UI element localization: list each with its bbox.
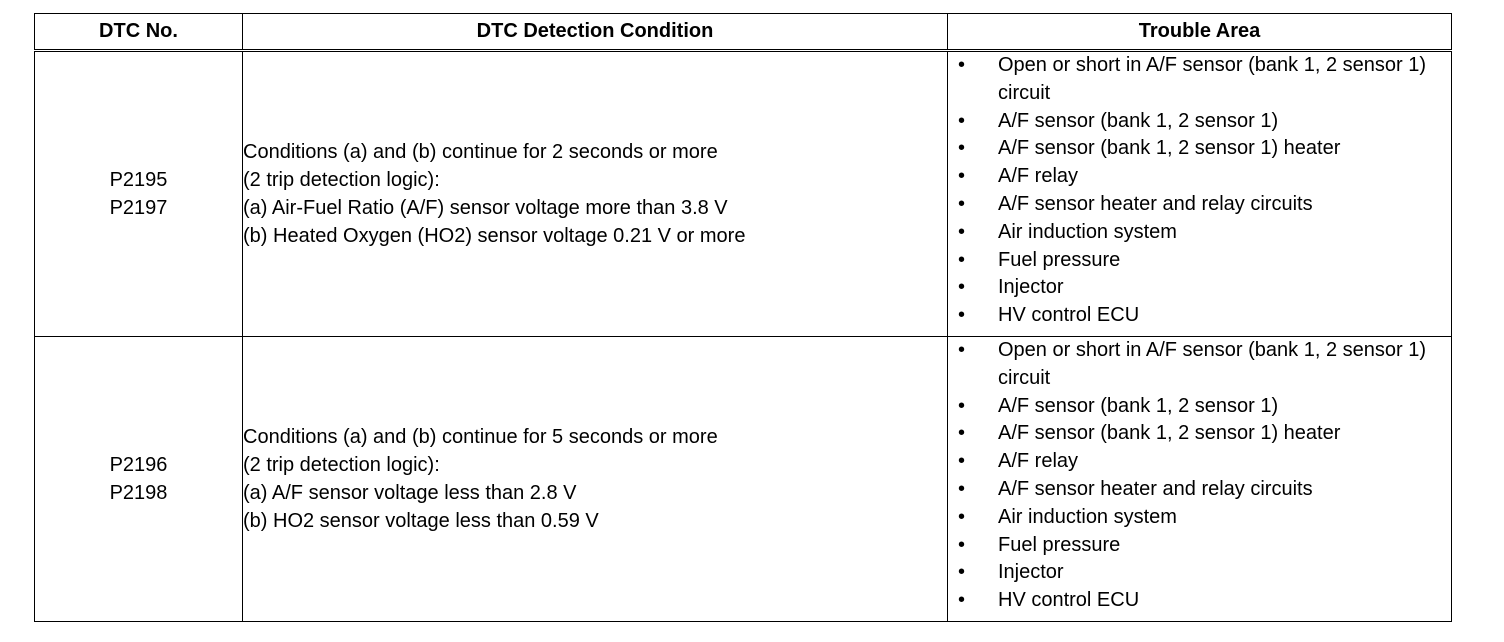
dtc-table bbox=[34, 13, 1452, 622]
bullet-icon: • bbox=[958, 505, 966, 528]
list-item bbox=[948, 504, 1451, 532]
list-item bbox=[948, 247, 1451, 275]
bullet-icon: • bbox=[958, 220, 966, 243]
bullet-icon: • bbox=[958, 339, 966, 361]
list-item bbox=[948, 587, 1451, 615]
detection-condition-cell bbox=[243, 337, 948, 622]
condition-line: Conditions (a) and (b) continue for 5 seconds or more bbox=[243, 426, 718, 448]
trouble-area-text: Air induction system bbox=[998, 505, 1177, 528]
bullet-icon: • bbox=[958, 422, 966, 445]
trouble-area-text: A/F relay bbox=[998, 165, 1079, 188]
trouble-area-text: A/F sensor heater and relay circuits bbox=[998, 477, 1313, 500]
condition-line: (b) Heated Oxygen (HO2) sensor voltage 0.21 V or more bbox=[243, 225, 746, 247]
dtc-code: P2196 bbox=[109, 454, 168, 476]
dtc-code: P2198 bbox=[109, 482, 168, 504]
list-item bbox=[948, 302, 1451, 330]
trouble-area-list bbox=[948, 52, 1451, 330]
trouble-area-text: HV control ECU bbox=[998, 589, 1140, 612]
bullet-icon: • bbox=[958, 109, 966, 132]
condition-line: (a) A/F sensor voltage less than 2.8 V bbox=[243, 482, 577, 504]
trouble-area-text: Fuel pressure bbox=[998, 533, 1121, 556]
condition-line: (2 trip detection logic): bbox=[243, 454, 440, 476]
list-item bbox=[948, 52, 1451, 108]
header-trouble-area: Trouble Area bbox=[948, 14, 1452, 51]
trouble-area-text: A/F sensor (bank 1, 2 sensor 1) bbox=[998, 394, 1279, 417]
trouble-area-text: A/F sensor heater and relay circuits bbox=[998, 192, 1313, 215]
list-item bbox=[948, 476, 1451, 504]
list-item bbox=[948, 219, 1451, 247]
trouble-area-text: Injector bbox=[998, 561, 1064, 584]
list-item bbox=[948, 420, 1451, 448]
list-item bbox=[948, 337, 1451, 393]
list-item bbox=[948, 108, 1451, 136]
bullet-icon: • bbox=[958, 192, 966, 215]
trouble-area-text: Fuel pressure bbox=[998, 248, 1121, 271]
trouble-area-text: Injector bbox=[998, 276, 1064, 299]
dtc-code-cell bbox=[35, 51, 243, 337]
header-row bbox=[35, 14, 1452, 51]
bullet-icon: • bbox=[958, 304, 966, 327]
bullet-icon: • bbox=[958, 394, 966, 417]
condition-line: (a) Air-Fuel Ratio (A/F) sensor voltage more than 3.8 V bbox=[243, 197, 728, 219]
trouble-area-cell bbox=[948, 51, 1452, 337]
table-row bbox=[35, 51, 1452, 337]
bullet-icon: • bbox=[958, 276, 966, 299]
trouble-area-list bbox=[948, 337, 1451, 615]
header-dtc-no: DTC No. bbox=[35, 14, 243, 51]
bullet-icon: • bbox=[958, 533, 966, 556]
condition-line: (b) HO2 sensor voltage less than 0.59 V bbox=[243, 510, 599, 532]
trouble-area-text: HV control ECU bbox=[998, 304, 1140, 327]
list-item bbox=[948, 191, 1451, 219]
condition-line: Conditions (a) and (b) continue for 2 seconds or more bbox=[243, 141, 718, 163]
trouble-area-text: Air induction system bbox=[998, 220, 1177, 243]
header-detection-condition: DTC Detection Condition bbox=[243, 14, 948, 51]
list-item bbox=[948, 532, 1451, 560]
bullet-icon: • bbox=[958, 589, 966, 612]
bullet-icon: • bbox=[958, 165, 966, 188]
trouble-area-text: A/F sensor (bank 1, 2 sensor 1) heater bbox=[998, 137, 1341, 160]
trouble-area-text: A/F sensor (bank 1, 2 sensor 1) bbox=[998, 109, 1279, 132]
bullet-icon: • bbox=[958, 137, 966, 160]
list-item bbox=[948, 393, 1451, 421]
condition-line: (2 trip detection logic): bbox=[243, 169, 440, 191]
list-item bbox=[948, 448, 1451, 476]
table-row bbox=[35, 337, 1452, 622]
trouble-area-cell bbox=[948, 337, 1452, 622]
list-item bbox=[948, 274, 1451, 302]
bullet-icon: • bbox=[958, 54, 966, 76]
bullet-icon: • bbox=[958, 477, 966, 500]
bullet-icon: • bbox=[958, 561, 966, 584]
dtc-code: P2195 bbox=[109, 169, 168, 191]
detection-condition-cell bbox=[243, 51, 948, 337]
list-item bbox=[948, 163, 1451, 191]
bullet-icon: • bbox=[958, 450, 966, 473]
trouble-area-text: Open or short in A/F sensor (bank 1, 2 sensor 1) circuit bbox=[998, 54, 1426, 104]
trouble-area-text: Open or short in A/F sensor (bank 1, 2 sensor 1) circuit bbox=[998, 339, 1426, 389]
list-item bbox=[948, 135, 1451, 163]
bullet-icon: • bbox=[958, 248, 966, 271]
trouble-area-text: A/F relay bbox=[998, 450, 1079, 473]
dtc-code: P2197 bbox=[109, 197, 168, 219]
list-item bbox=[948, 559, 1451, 587]
trouble-area-text: A/F sensor (bank 1, 2 sensor 1) heater bbox=[998, 422, 1341, 445]
dtc-code-cell bbox=[35, 337, 243, 622]
